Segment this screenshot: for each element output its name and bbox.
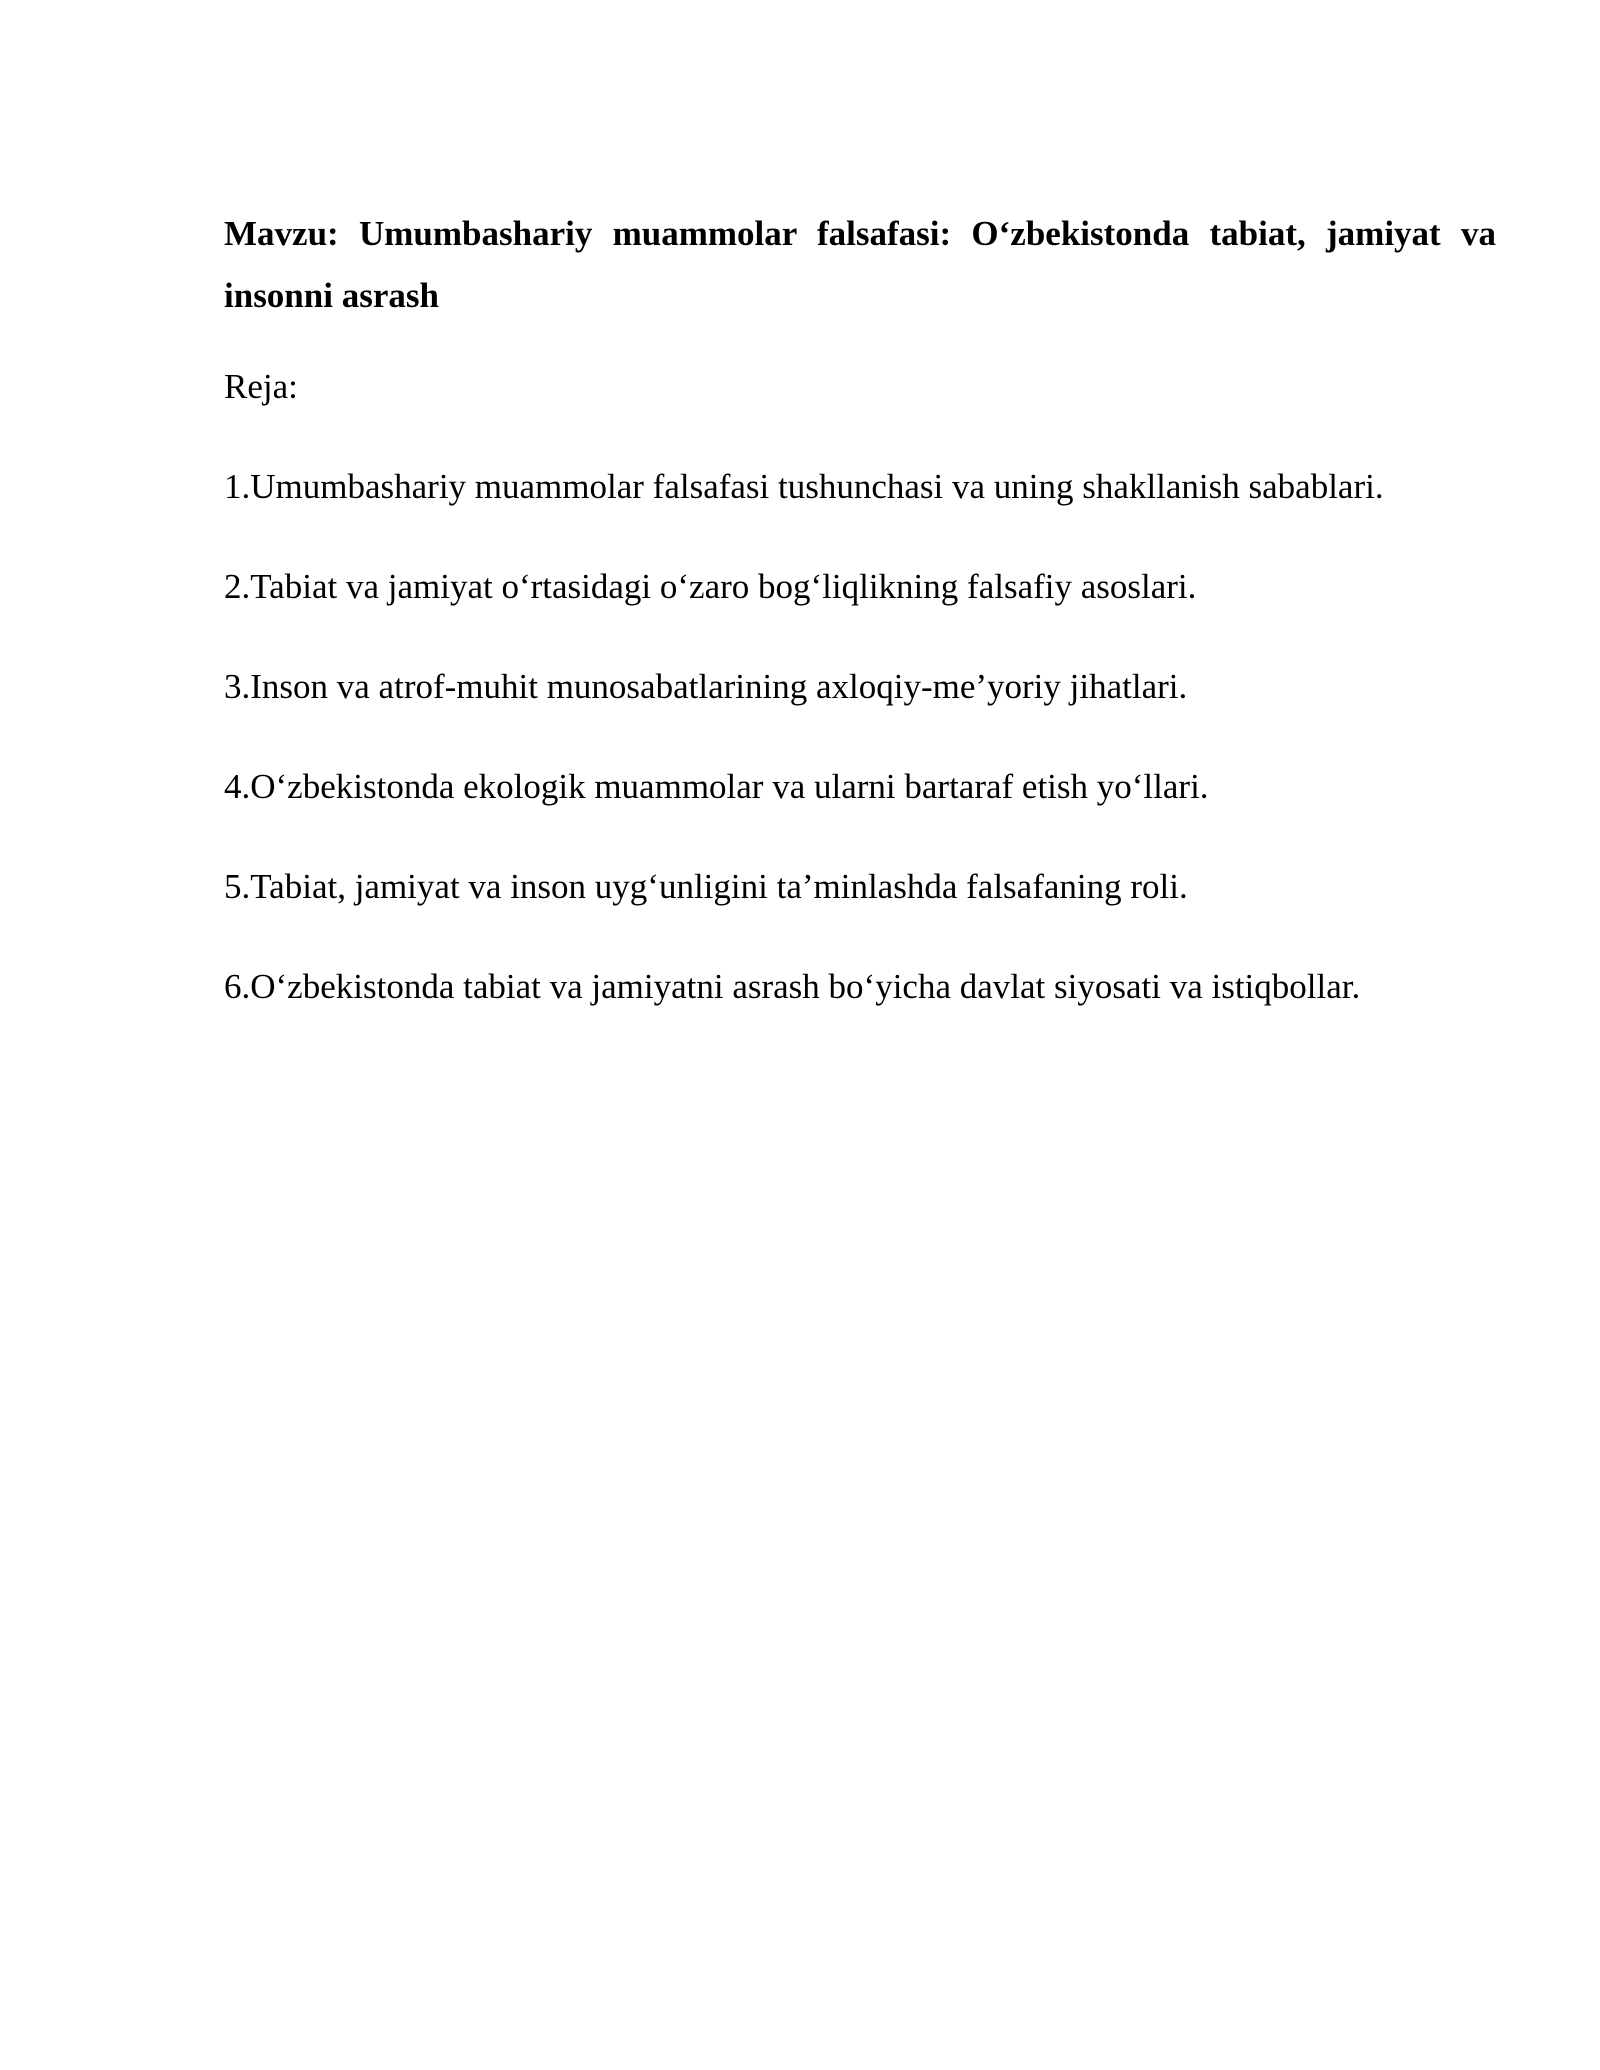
document-body [224,203,1496,1067]
plan-list [224,467,1496,1007]
plan-item-6: 6.O‘zbekistonda tabiat va jamiyatni asrash bo‘yicha davlat siyosati va istiqbollar. [224,967,1361,1006]
plan-item-1: 1.Umumbashariy muammolar falsafasi tushunchasi va uning shakllanish sabablari. [224,467,1384,506]
plan-item-4: 4.O‘zbekistonda ekologik muammolar va ularni bartaraf etish yo‘llari. [224,767,1209,806]
plan-item-5: 5.Tabiat, jamiyat va inson uyg‘unligini ta’minlashda falsafaning roli. [224,867,1188,906]
plan-label: Reja: [224,367,298,406]
plan-item-2: 2.Tabiat va jamiyat o‘rtasidagi o‘zaro bog‘liqlikning falsafiy asoslari. [224,567,1197,606]
plan-item-3: 3.Inson va atrof-muhit munosabatlarining axloqiy-me’yoriy jihatlari. [224,667,1188,706]
document-title: Mavzu: Umumbashariy muammolar falsafasi: O‘zbekistonda tabiat, jamiyat va insonni asrash [224,214,1496,315]
